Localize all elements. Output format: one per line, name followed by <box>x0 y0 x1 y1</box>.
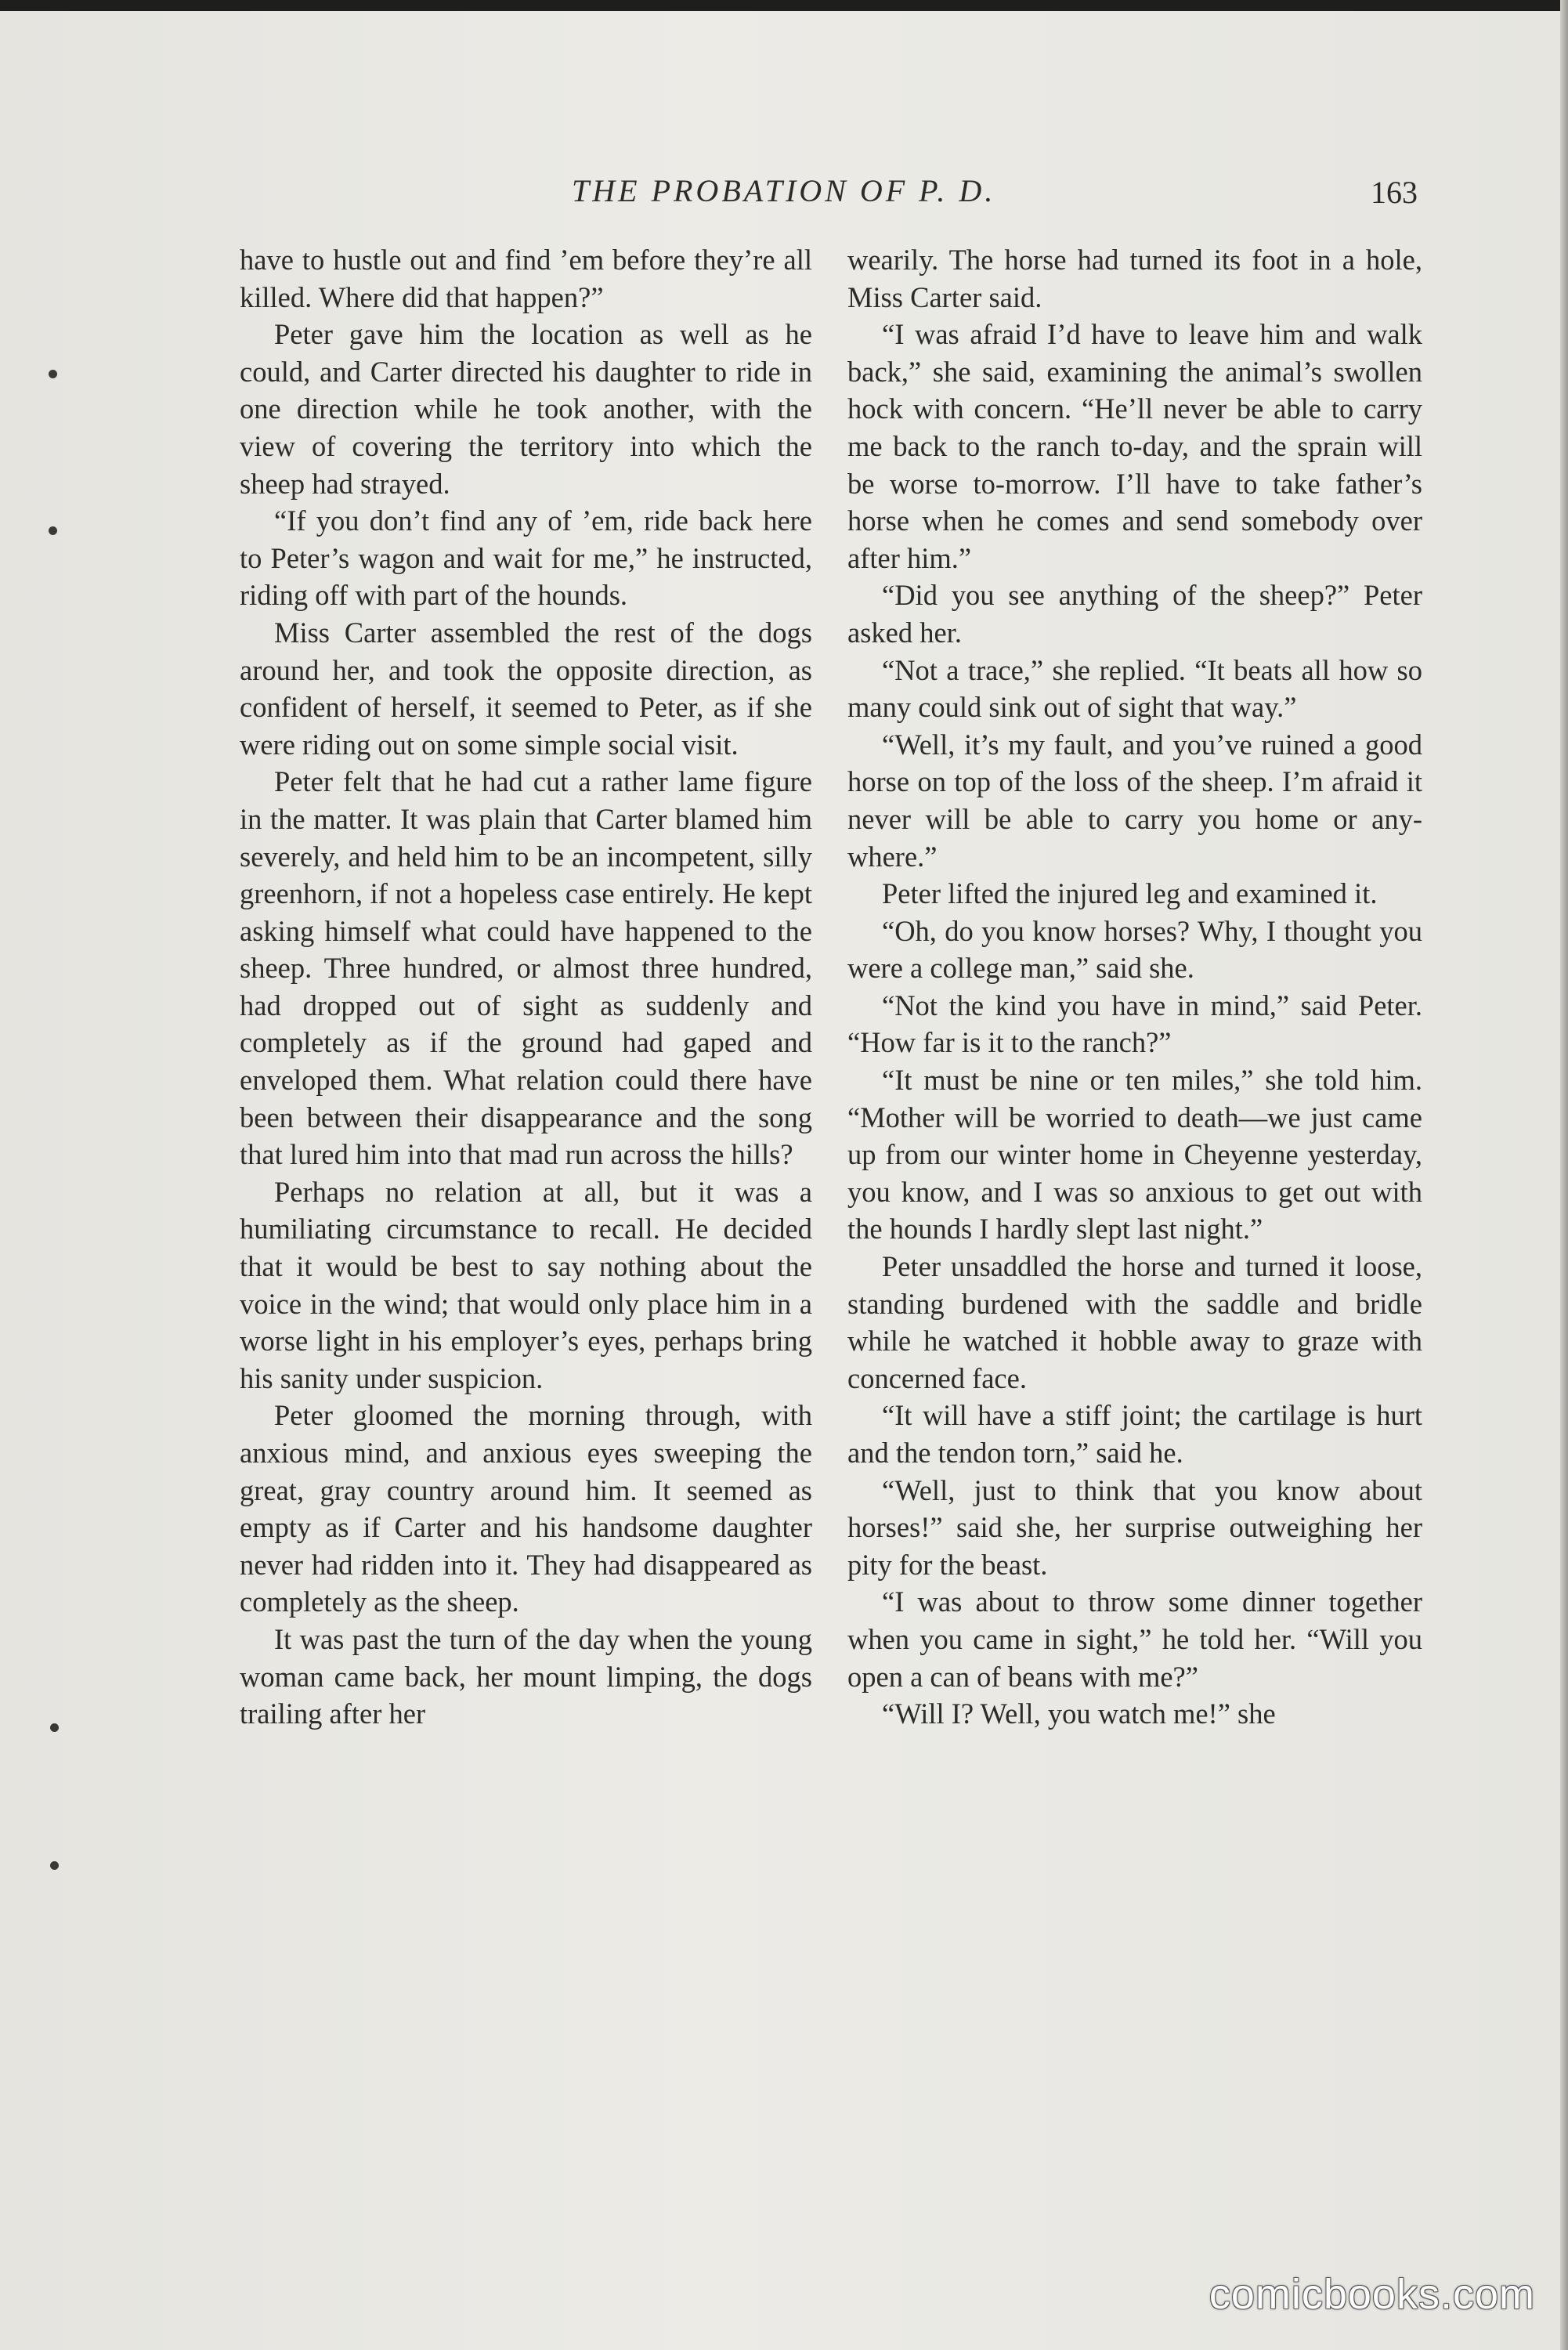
scan-right-edge <box>1560 0 1568 2350</box>
punch-hole-mark <box>50 1861 59 1870</box>
paragraph: Peter gloomed the morning through, with anxious mind, and anxious eyes sweeping the great, gray country around him. It seemed as empty as if Carter and his handsome daughter never had ridden into it. They had disappeared as completely as the sheep. <box>240 1399 812 1618</box>
punch-hole-mark <box>49 370 57 378</box>
site-watermark: comicbooks.com <box>1209 2271 1535 2318</box>
paragraph: It was past the turn of the day when the young woman came back, her mount limping, the dogs trailing after her <box>240 1622 812 1730</box>
paragraph: “If you don’t find any of ’em, ride back here to Peter’s wagon and wait for me,” he instructed, riding off with part of the hounds. <box>240 504 812 612</box>
punch-hole-mark <box>49 526 57 535</box>
paragraph: “Well, it’s my fault, and you’ve ruined a good horse on top of the loss of the sheep. I’m afraid it never will be able to carry you home or anywhere.” <box>847 728 1422 873</box>
paragraph: Miss Carter assembled the rest of the dogs around her, and took the opposite direction, as confident of herself, it seemed to Peter, as if she were riding out on some simple social visit. <box>240 616 812 761</box>
punch-hole-mark <box>50 1723 59 1732</box>
paragraph: “I was afraid I’d have to leave him and walk back,” she said, examining the animal’s swollen hock with concern. “He’ll never be able to carry me back to the ranch to-day, and the sprain will be worse to-morrow. I’ll have to take father’s horse when he comes and send somebody over after him.” <box>847 318 1422 574</box>
paragraph: Peter unsaddled the horse and turned it loose, standing burdened with the saddle and bridle while he watched it hobble away to graze with concerned face. <box>847 1250 1422 1394</box>
paragraph: “Will I? Well, you watch me!” she <box>882 1697 1276 1730</box>
paragraph: Peter felt that he had cut a rather lame figure in the matter. It was plain that Carter blamed him severely, and held him to be an incompetent, silly greenhorn, if not a hopeless case entirely. He kept asking himself what could have happened to the sheep. Three hundred, or almost three hundred, had dropped out of sight as suddenly and completely as if the ground had gaped and enveloped them. What relation could there have been between their disappearance and the song that lured him into that mad run across the hills? <box>240 765 812 1171</box>
page-header <box>235 172 1425 216</box>
paragraph: Perhaps no relation at all, but it was a humiliating circumstance to recall. He decided that it would be best to say nothing about the voice in the wind; that would only place him in a worse light in his employer’s eyes, perhaps bring his sanity under suspicion. <box>240 1175 812 1394</box>
paragraph: “Not the kind you have in mind,” said Peter. “How far is it to the ranch?” <box>847 989 1422 1059</box>
page-number: 163 <box>1371 175 1418 210</box>
left-text-column <box>240 241 812 2121</box>
paragraph: “It must be nine or ten miles,” she told him. “Mother will be worried to death—we just came up from our winter home in Cheyenne yesterday, you know, and I was so anxious to get out with the hounds I hardly slept last night.” <box>847 1064 1422 1246</box>
paragraph: “Not a trace,” she replied. “It beats all how so many could sink out of sight that way.” <box>847 653 1422 724</box>
right-text-column <box>847 241 1422 2121</box>
paragraph: have to hustle out and find ’em before they’re all killed. Where did that happen?” <box>240 244 812 313</box>
paragraph: Peter lifted the injured leg and examined it. <box>882 877 1378 910</box>
paragraph: “Did you see anything of the sheep?” Peter asked her. <box>847 579 1422 649</box>
paragraph: “Oh, do you know horses? Why, I thought you were a college man,” said she. <box>847 914 1422 985</box>
paragraph: “I was about to throw some dinner together when you came in sight,” he told her. “Will you open a can of beans with me?” <box>847 1585 1422 1693</box>
paragraph: “It will have a stiff joint; the cartilage is hurt and the tendon torn,” said he. <box>847 1399 1422 1469</box>
running-title: THE PROBATION OF P. D. <box>572 173 996 208</box>
paragraph: “Well, just to think that you know about horses!” said she, her surprise outweighing her pity for the beast. <box>847 1473 1422 1581</box>
scan-top-edge <box>0 0 1568 11</box>
paragraph: Peter gave him the location as well as he could, and Carter directed his daughter to ride in one direction while he took another, with the view of covering the territory into which the sheep had strayed. <box>240 318 812 500</box>
paragraph: wearily. The horse had turned its foot in a hole, Miss Carter said. <box>847 244 1422 313</box>
